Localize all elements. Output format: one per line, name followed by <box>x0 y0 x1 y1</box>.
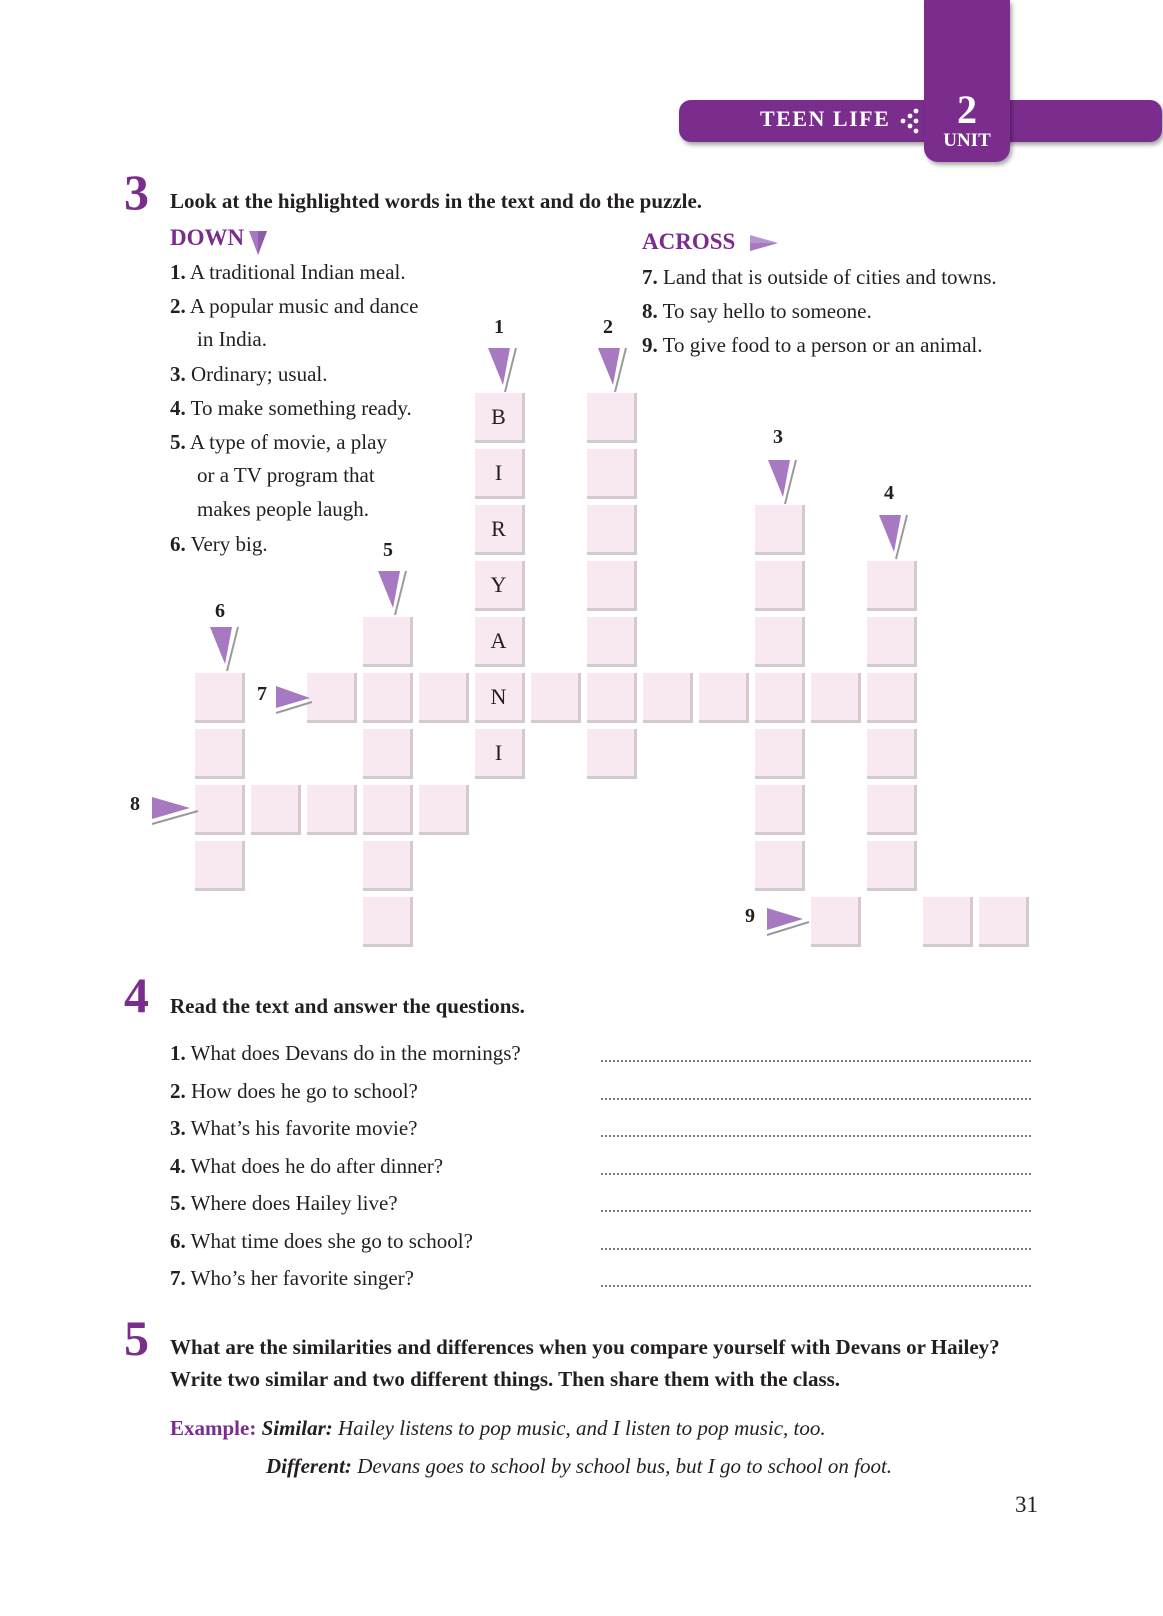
across-arrow-9-icon <box>767 908 809 935</box>
exercise-5-instruction-1: What are the similarities and differences when you compare yourself with Devans or Hailey? <box>170 1335 1000 1359</box>
across-arrow-8-icon <box>152 797 198 824</box>
crossword-cell[interactable] <box>811 897 861 947</box>
crossword-cell[interactable] <box>363 729 413 779</box>
crossword-cell[interactable] <box>587 617 637 667</box>
question-5: 5. Where does Hailey live? <box>170 1191 398 1215</box>
grid-number-3: 3 <box>773 426 783 448</box>
across-clue-8: 8. To say hello to someone. <box>642 299 872 323</box>
crossword-cell[interactable] <box>531 673 581 723</box>
answer-line-2[interactable] <box>600 1097 1032 1101</box>
down-arrow-icon <box>248 228 268 258</box>
crossword-cell[interactable] <box>867 673 917 723</box>
crossword-cell[interactable] <box>755 505 805 555</box>
crossword-cell[interactable] <box>587 393 637 443</box>
question-7: 7. Who’s her favorite singer? <box>170 1266 414 1290</box>
question-2: 2. How does he go to school? <box>170 1079 418 1103</box>
unit-label: UNIT <box>943 130 991 151</box>
crossword-cell[interactable]: A <box>475 617 525 667</box>
grid-number-2: 2 <box>603 316 613 338</box>
crossword-cell[interactable] <box>755 617 805 667</box>
crossword-cell[interactable] <box>307 673 357 723</box>
unit-number: 2 <box>957 87 977 132</box>
crossword-cell[interactable] <box>587 561 637 611</box>
crossword-cell[interactable] <box>755 841 805 891</box>
answer-line-1[interactable] <box>600 1059 1032 1063</box>
answer-line-4[interactable] <box>600 1172 1032 1176</box>
crossword-cell[interactable] <box>587 673 637 723</box>
question-4: 4. What does he do after dinner? <box>170 1154 444 1178</box>
across-arrow-icon <box>748 233 782 253</box>
grid-number-1: 1 <box>494 316 504 338</box>
question-1: 1. What does Devans do in the mornings? <box>170 1041 521 1065</box>
down-arrow-3-icon <box>768 460 796 504</box>
crossword-cell[interactable] <box>587 729 637 779</box>
dots-icon <box>898 107 922 135</box>
question-6: 6. What time does she go to school? <box>170 1229 473 1253</box>
crossword-cell[interactable] <box>755 785 805 835</box>
down-arrow-2-icon <box>598 348 626 392</box>
crossword-cell[interactable]: R <box>475 505 525 555</box>
down-arrow-4-icon <box>879 515 907 559</box>
example-similar: Example: Similar: Hailey listens to pop music, and I listen to pop music, too. <box>170 1416 826 1440</box>
crossword-cell[interactable] <box>587 449 637 499</box>
crossword-cell[interactable] <box>979 897 1029 947</box>
crossword-cell[interactable] <box>419 673 469 723</box>
crossword-cell[interactable] <box>363 673 413 723</box>
exercise-3-number: 3 <box>124 164 149 220</box>
crossword-cell[interactable] <box>363 617 413 667</box>
question-3: 3. What’s his favorite movie? <box>170 1116 418 1140</box>
crossword-cell[interactable] <box>195 729 245 779</box>
down-arrow-5-icon <box>378 571 406 615</box>
down-arrow-1-icon <box>488 348 516 392</box>
crossword-cell[interactable] <box>755 561 805 611</box>
section-title: TEEN LIFE <box>760 106 891 131</box>
crossword-cell[interactable]: B <box>475 393 525 443</box>
down-arrow-6-icon <box>210 627 238 671</box>
crossword-cell[interactable] <box>195 673 245 723</box>
answer-line-6[interactable] <box>600 1247 1032 1251</box>
crossword-cell[interactable]: I <box>475 729 525 779</box>
page-number: 31 <box>1015 1492 1038 1517</box>
crossword-cell[interactable] <box>195 841 245 891</box>
answer-line-3[interactable] <box>600 1134 1032 1138</box>
grid-number-7: 7 <box>257 683 267 705</box>
down-clue-6: 6. Very big. <box>170 532 268 556</box>
down-clue-2: 2. A popular music and dance <box>170 294 419 318</box>
exercise-4-instruction: Read the text and answer the questions. <box>170 994 525 1018</box>
crossword-cell[interactable] <box>307 785 357 835</box>
down-clue-4: 4. To make something ready. <box>170 396 412 420</box>
crossword-cell[interactable] <box>867 561 917 611</box>
crossword-cell[interactable] <box>811 673 861 723</box>
down-clue-5-cont2: makes people laugh. <box>197 497 370 521</box>
crossword-cell[interactable]: Y <box>475 561 525 611</box>
crossword-cell[interactable] <box>755 673 805 723</box>
crossword-cell[interactable] <box>867 729 917 779</box>
crossword-cell[interactable]: N <box>475 673 525 723</box>
answer-line-7[interactable] <box>600 1284 1032 1288</box>
down-clue-3: 3. Ordinary; usual. <box>170 362 328 386</box>
down-clue-1: 1. A traditional Indian meal. <box>170 260 406 284</box>
down-clue-5-cont: or a TV program that <box>197 463 375 487</box>
crossword-cell[interactable] <box>363 785 413 835</box>
crossword-cell[interactable] <box>755 729 805 779</box>
crossword-cell[interactable] <box>251 785 301 835</box>
down-clue-5: 5. A type of movie, a play <box>170 430 387 454</box>
down-heading: DOWN <box>170 225 245 250</box>
answer-line-5[interactable] <box>600 1209 1032 1213</box>
crossword-cell[interactable] <box>867 841 917 891</box>
exercise-5-instruction-2: Write two similar and two different things. Then share them with the class. <box>170 1367 841 1391</box>
crossword-cell[interactable] <box>587 505 637 555</box>
across-clue-7: 7. Land that is outside of cities and towns. <box>642 265 997 289</box>
crossword-cell[interactable] <box>363 897 413 947</box>
crossword-cell[interactable] <box>643 673 693 723</box>
exercise-3-instruction: Look at the highlighted words in the text and do the puzzle. <box>170 189 703 213</box>
crossword-cell[interactable] <box>923 897 973 947</box>
crossword-cell[interactable] <box>699 673 749 723</box>
exercise-5-number: 5 <box>124 1310 149 1366</box>
grid-number-8: 8 <box>130 793 140 815</box>
example-different: Different: Devans goes to school by school bus, but I go to school on foot. <box>266 1454 893 1478</box>
down-clue-2-cont: in India. <box>197 327 267 351</box>
across-heading: ACROSS <box>642 229 736 254</box>
crossword-cell[interactable] <box>363 841 413 891</box>
crossword-cell[interactable] <box>867 785 917 835</box>
exercise-4-number: 4 <box>124 967 149 1023</box>
crossword-cell[interactable] <box>867 617 917 667</box>
grid-number-6: 6 <box>215 600 225 622</box>
crossword-cell[interactable] <box>419 785 469 835</box>
grid-number-9: 9 <box>745 905 755 927</box>
across-clue-9: 9. To give food to a person or an animal. <box>642 333 983 357</box>
grid-number-5: 5 <box>383 539 393 561</box>
crossword-cell[interactable]: I <box>475 449 525 499</box>
grid-number-4: 4 <box>884 482 894 504</box>
crossword-cell[interactable] <box>195 785 245 835</box>
